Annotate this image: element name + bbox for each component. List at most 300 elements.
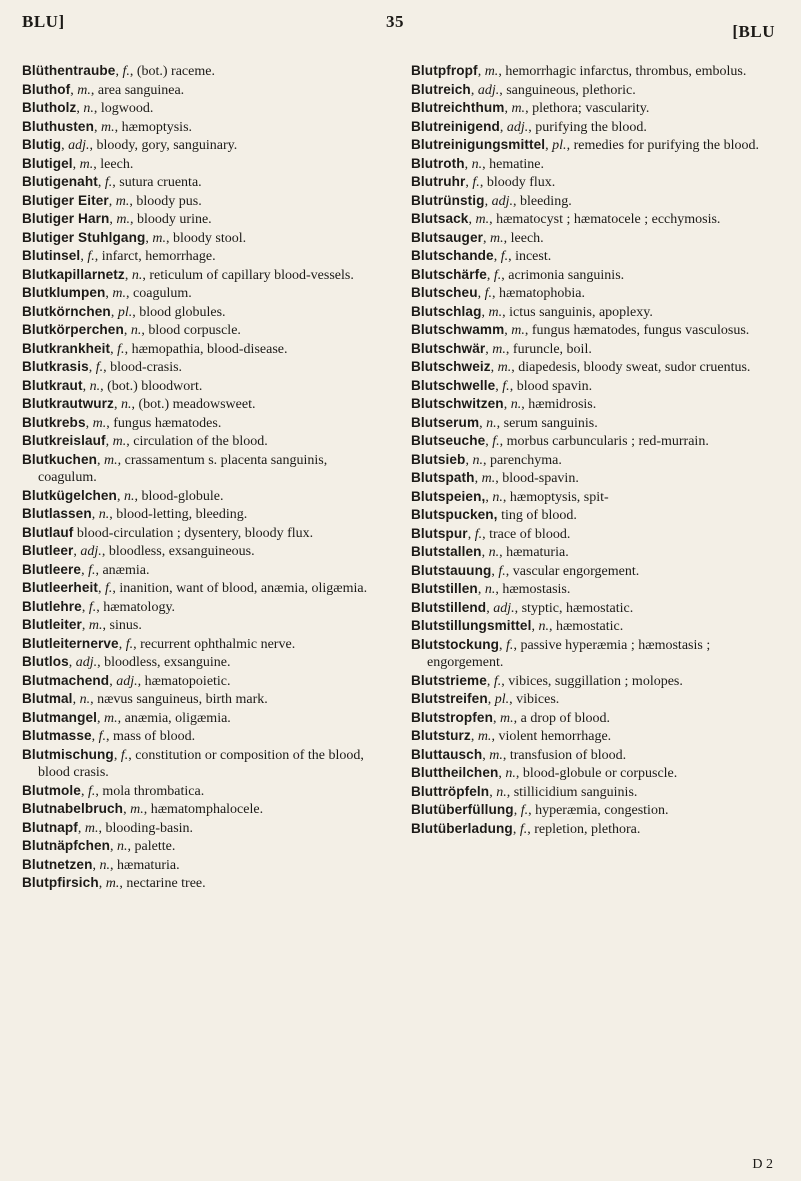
- dictionary-entry: Blutkrasis, f., blood-crasis.: [22, 359, 183, 375]
- entry-part-of-speech: m.: [130, 802, 144, 817]
- entry-headword: Blutkörperchen: [22, 322, 124, 337]
- dictionary-entry: Blutschwär, m., furuncle, boil.: [411, 340, 592, 357]
- entry-headword: Blutleiter: [22, 617, 82, 632]
- dictionary-entry: [411, 506, 773, 525]
- entry-part-of-speech: n.: [486, 415, 497, 431]
- entry-gloss: blood spavin.: [516, 378, 593, 394]
- entry-gloss: mass of blood.: [113, 729, 196, 744]
- entry-part-of-speech: f.: [520, 803, 529, 818]
- entry-part-of-speech: m.: [79, 156, 94, 172]
- entry-part-of-speech: n.: [120, 397, 132, 412]
- dictionary-entry: Blutstrieme, f., vibices, suggillation ; molopes.: [411, 672, 683, 689]
- dictionary-entry: Blutpfirsich, m., nectarine tree.: [22, 875, 206, 891]
- entry-gloss: blood corpuscle.: [148, 323, 241, 338]
- entry-part-of-speech: f.: [492, 434, 500, 449]
- entry-part-of-speech: n.: [538, 619, 549, 634]
- entry-gloss: blood globules.: [139, 304, 226, 320]
- dictionary-entry: Blutkuchen, m., crassamentum s. placenta sanguinis, coagulum.: [22, 451, 328, 485]
- entry-gloss: inanition, want of blood, anæmia, oligæmia.: [119, 581, 368, 596]
- entry-part-of-speech: m.: [104, 710, 118, 726]
- entry-headword: Blutpfirsich: [22, 875, 99, 890]
- dictionary-entry: Blutüberfüllung, f., hyperæmia, congestion.: [411, 802, 669, 818]
- dictionary-entry: Bluthof, m., area sanguinea.: [22, 81, 185, 98]
- entry-part-of-speech: adj.: [493, 600, 515, 616]
- dictionary-entry: Blutpfropf, m., hemorrhagic infarctus, thrombus, embolus.: [411, 63, 747, 79]
- entry-gloss: blood-spavin.: [502, 471, 579, 486]
- entry-gloss: anæmia.: [102, 562, 150, 578]
- dictionary-entry: Blutreichthum, m., plethora; vascularity.: [411, 100, 650, 116]
- entry-gloss: passive hyperæmia ; hæmostasis ; engorgement.: [427, 637, 711, 670]
- signature-mark: D 2: [752, 1157, 773, 1172]
- entry-gloss: remedies for purifying the blood.: [573, 138, 760, 153]
- entry-headword: Blutkörnchen: [22, 303, 111, 319]
- entry-headword: Blutkraut: [22, 377, 83, 393]
- entry-gloss: transfusion of blood.: [509, 747, 627, 763]
- entry-part-of-speech: n.: [472, 452, 483, 468]
- dictionary-entry: Bluttausch, m., transfusion of blood.: [411, 746, 627, 763]
- entry-gloss: coagulum.: [133, 286, 192, 301]
- entry-part-of-speech: f.: [506, 637, 514, 653]
- entry-gloss: blood-circulation ; dysentery, bloody flux.: [76, 525, 314, 541]
- dictionary-entry: Blutiger Eiter, m., bloody pus.: [22, 192, 202, 209]
- entry-part-of-speech: m.: [112, 286, 127, 301]
- entry-headword: Blutstillen: [411, 581, 478, 596]
- entry-gloss: furuncle, boil.: [512, 341, 592, 357]
- entry-part-of-speech: adj.: [80, 544, 102, 559]
- entry-headword: Blutstrieme: [411, 672, 487, 688]
- entry-part-of-speech: f.: [493, 267, 502, 283]
- entry-part-of-speech: n.: [99, 857, 110, 873]
- entry-gloss: anæmia, oligæmia.: [124, 710, 231, 726]
- dictionary-entry: Blutkörperchen, n., blood corpuscle.: [22, 322, 241, 338]
- entry-headword: Blutspath: [411, 470, 475, 485]
- entry-headword: Blutstropfen: [411, 709, 493, 725]
- entry-part-of-speech: m.: [116, 212, 131, 227]
- entry-headword: Blutstillungsmittel: [411, 618, 532, 633]
- entry-part-of-speech: n.: [484, 582, 496, 597]
- entry-headword: Blutklumpen: [22, 285, 106, 300]
- entry-gloss: bloody pus.: [136, 193, 202, 209]
- entry-headword: Blutschande: [411, 248, 494, 263]
- entry-headword: Blutspucken,: [411, 507, 498, 522]
- entry-part-of-speech: m.: [115, 193, 130, 209]
- entry-part-of-speech: n.: [131, 267, 143, 283]
- dictionary-entry: Blutkraut, n., (bot.) bloodwort.: [22, 377, 203, 394]
- entry-headword: Blutstillend: [411, 599, 487, 615]
- entry-headword: Blutspeien,: [411, 488, 486, 504]
- entry-gloss: (bot.) meadowsweet.: [138, 397, 256, 412]
- entry-part-of-speech: n.: [89, 378, 101, 394]
- dictionary-entry: Blutmischung, f., constitution or composition of the blood, blood crasis.: [22, 746, 364, 780]
- dictionary-entry: [22, 524, 386, 543]
- entry-headword: Blutsack: [411, 211, 469, 226]
- dictionary-entry: Blutnapf, m., blooding-basin.: [22, 819, 194, 836]
- entry-headword: Blutlehre: [22, 598, 82, 614]
- dictionary-entry: Blutruhr, f., bloody flux.: [411, 174, 556, 190]
- entry-gloss: crassamentum s. placenta sanguinis, coagulum.: [38, 452, 328, 485]
- dictionary-entry: Blutschwelle, f., blood spavin.: [411, 377, 593, 394]
- entry-gloss: hæmidrosis.: [528, 397, 597, 412]
- dictionary-entry: Blutstallen, n., hæmaturia.: [411, 544, 569, 560]
- entry-part-of-speech: m.: [500, 710, 514, 726]
- entry-part-of-speech: f.: [122, 64, 130, 79]
- entry-gloss: area sanguinea.: [97, 82, 185, 98]
- entry-part-of-speech: m.: [100, 119, 115, 135]
- entry-part-of-speech: adj.: [491, 193, 513, 209]
- dictionary-entry: Blutrünstig, adj., bleeding.: [411, 192, 572, 209]
- entry-gloss: stillicidium sanguinis.: [513, 784, 638, 800]
- dictionary-entry: Blutstropfen, m., a drop of blood.: [411, 709, 611, 726]
- entry-part-of-speech: m.: [84, 820, 99, 836]
- entry-gloss: blood-crasis.: [110, 360, 183, 375]
- dictionary-entry: Blutkapillarnetz, n., reticulum of capillary blood-vessels.: [22, 266, 354, 283]
- entry-headword: Blutscheu: [411, 285, 478, 300]
- dictionary-entry: Blutlassen, n., blood-letting, bleeding.: [22, 506, 248, 522]
- entry-headword: Blutspur: [411, 525, 468, 541]
- entry-gloss: vascular engorgement.: [512, 563, 640, 579]
- entry-gloss: trace of blood.: [489, 526, 571, 542]
- entry-part-of-speech: m.: [497, 360, 512, 375]
- dictionary-entry: Blutmole, f., mola thrombatica.: [22, 782, 205, 799]
- entry-gloss: hæmoptysis, spit-: [509, 489, 609, 505]
- dictionary-entry: Blutroth, n., hematine.: [411, 155, 544, 172]
- dictionary-entry: Blutstreifen, pl., vibices.: [411, 691, 560, 707]
- running-head-left: BLU]: [22, 12, 65, 31]
- entry-part-of-speech: m.: [88, 618, 103, 633]
- dictionary-entry: Blutscheu, f., hæmatophobia.: [411, 285, 585, 301]
- entry-gloss: bleeding.: [519, 193, 572, 209]
- entry-headword: Blüthentraube: [22, 63, 116, 78]
- entry-gloss: bloodless, exsanguine.: [104, 655, 231, 670]
- dictionary-entry: Blutkrautwurz, n., (bot.) meadowsweet.: [22, 396, 256, 412]
- dictionary-entry: Blutmachend, adj., hæmatopoietic.: [22, 672, 231, 689]
- entry-part-of-speech: m.: [477, 729, 492, 744]
- entry-part-of-speech: f.: [117, 341, 125, 357]
- entry-part-of-speech: m.: [77, 82, 91, 98]
- entry-part-of-speech: m.: [104, 452, 118, 468]
- entry-part-of-speech: m.: [152, 230, 167, 246]
- dictionary-entry: Blutkügelchen, n., blood-globule.: [22, 487, 224, 504]
- entry-gloss: nævus sanguineus, birth mark.: [97, 692, 268, 707]
- entry-part-of-speech: f.: [472, 175, 480, 190]
- entry-gloss: hæmatopoietic.: [144, 673, 231, 689]
- entry-part-of-speech: n.: [505, 766, 516, 781]
- dictionary-entry: Blutstockung, f., passive hyperæmia ; hæmostasis ; engorgement.: [411, 636, 711, 670]
- dictionary-entry: Blutstillend, adj., styptic, hæmostatic.: [411, 599, 634, 616]
- entry-part-of-speech: f.: [88, 599, 97, 615]
- dictionary-entry: Blutspur, f., trace of blood.: [411, 525, 571, 542]
- entry-headword: Blutsieb: [411, 451, 466, 467]
- entry-part-of-speech: pl.: [494, 692, 510, 707]
- dictionary-entry: Blutreinigungsmittel, pl., remedies for purifying the blood.: [411, 137, 760, 153]
- entry-headword: Blutiger Eiter: [22, 192, 109, 208]
- entry-headword: Blutrünstig: [411, 192, 485, 208]
- dictionary-entry: Blutkrankheit, f., hæmopathia, blood-disease.: [22, 340, 288, 357]
- entry-gloss: (bot.) bloodwort.: [107, 378, 203, 394]
- dictionary-entry: Blutkörnchen, pl., blood globules.: [22, 303, 226, 320]
- entry-gloss: leech.: [100, 156, 134, 172]
- entry-headword: Blutschwitzen: [411, 396, 504, 411]
- entry-headword: Blutserum: [411, 414, 480, 430]
- entry-part-of-speech: f.: [104, 581, 113, 596]
- entry-headword: Blutreich: [411, 81, 471, 97]
- entry-part-of-speech: m.: [92, 415, 107, 431]
- entry-headword: Blutnäpfchen: [22, 838, 111, 853]
- entry-headword: Bluttheilchen: [411, 765, 499, 780]
- entry-headword: Blutüberfüllung: [411, 802, 514, 817]
- entry-part-of-speech: m.: [511, 101, 526, 116]
- dictionary-entry: Blutigenaht, f., sutura cruenta.: [22, 174, 202, 190]
- dictionary-entry: Blutigel, m., leech.: [22, 155, 134, 172]
- entry-headword: Blutkapillarnetz: [22, 266, 125, 282]
- entry-gloss: palette.: [134, 839, 176, 854]
- dictionary-entry: Blutkrebs, m., fungus hæmatodes.: [22, 414, 222, 431]
- entry-headword: Blutruhr: [411, 174, 466, 189]
- dictionary-entry: Blutüberladung, f., repletion, plethora.: [411, 820, 641, 837]
- entry-gloss: fungus hæmatodes.: [113, 415, 222, 431]
- entry-part-of-speech: n.: [510, 397, 522, 412]
- entry-headword: Blutstockung: [411, 636, 500, 652]
- right-column: [411, 62, 773, 838]
- entry-gloss: hæmostatic.: [555, 619, 624, 634]
- entry-gloss: bloody stool.: [173, 230, 247, 246]
- entry-part-of-speech: n.: [496, 784, 507, 800]
- entry-headword: Blutkrankheit: [22, 340, 111, 356]
- entry-gloss: blood-globule or corpuscle.: [522, 766, 678, 781]
- dictionary-entry: Blutiger Harn, m., bloody urine.: [22, 211, 212, 227]
- dictionary-entry: Blutreich, adj., sanguineous, plethoric.: [411, 81, 636, 98]
- entry-headword: Blutinsel: [22, 248, 81, 263]
- entry-headword: Blutreinigend: [411, 118, 500, 134]
- entry-headword: Blutschweiz: [411, 359, 491, 374]
- entry-headword: Blutmachend: [22, 672, 110, 688]
- entry-part-of-speech: f.: [98, 729, 107, 744]
- dictionary-entry: Blutnabelbruch, m., hæmatomphalocele.: [22, 801, 264, 817]
- dictionary-entry: Blutig, adj., bloody, gory, sanguinary.: [22, 137, 238, 153]
- entry-gloss: hæmopathia, blood-disease.: [131, 341, 288, 357]
- entry-gloss: hæmatophobia.: [499, 286, 585, 301]
- dictionary-entry: Blutnetzen, n., hæmaturia.: [22, 856, 180, 873]
- dictionary-entry: Blutmal, n., nævus sanguineus, birth mark.: [22, 691, 268, 707]
- entry-gloss: ting of blood.: [501, 508, 577, 523]
- entry-part-of-speech: m.: [484, 64, 499, 79]
- entry-gloss: plethora; vascularity.: [532, 101, 650, 116]
- dictionary-entry: Blutreinigend, adj., purifying the blood.: [411, 118, 647, 135]
- dictionary-entry: Blutseuche, f., morbus carbuncularis ; red-murrain.: [411, 433, 709, 449]
- entry-part-of-speech: m.: [481, 471, 496, 486]
- entry-headword: Blutschwelle: [411, 377, 496, 393]
- entry-gloss: hyperæmia, congestion.: [535, 803, 669, 818]
- entry-headword: Blutiger Harn: [22, 211, 110, 226]
- entry-gloss: sutura cruenta.: [119, 175, 202, 190]
- dictionary-entry: Blutsieb, n., parenchyma.: [411, 451, 562, 468]
- entry-headword: Blutroth: [411, 155, 465, 171]
- entry-part-of-speech: f.: [87, 249, 95, 264]
- entry-gloss: morbus carbuncularis ; red-murrain.: [506, 434, 709, 449]
- entry-gloss: bloody flux.: [486, 175, 556, 190]
- entry-gloss: hæmatomphalocele.: [150, 802, 264, 817]
- entry-headword: Blutreichthum: [411, 100, 505, 115]
- entry-headword: Blutig: [22, 137, 62, 152]
- entry-gloss: violent hemorrhage.: [498, 729, 612, 744]
- dictionary-entry: Blutschlag, m., ictus sanguinis, apoplexy.: [411, 303, 653, 320]
- dictionary-entry: Blutschwamm, m., fungus hæmatodes, fungus vasculosus.: [411, 322, 750, 338]
- entry-headword: Blutlos: [22, 654, 69, 669]
- dictionary-entry: Blutsack, m., hæmatocyst ; hæmatocele ; ecchymosis.: [411, 211, 721, 227]
- dictionary-entry: Blutserum, n., serum sanguinis.: [411, 414, 598, 431]
- entry-gloss: hæmaturia.: [506, 545, 569, 560]
- left-column: [22, 62, 386, 893]
- entry-part-of-speech: f.: [88, 562, 96, 578]
- entry-headword: Blutnapf: [22, 819, 78, 835]
- entry-gloss: serum sanguinis.: [503, 415, 598, 431]
- dictionary-entry: Blutschande, f., incest.: [411, 248, 552, 264]
- dictionary-entry: Blutlos, adj., bloodless, exsanguine.: [22, 654, 231, 670]
- entry-part-of-speech: adj.: [506, 119, 529, 135]
- dictionary-entry: Blutspeien,, n., hæmoptysis, spit-: [411, 488, 609, 505]
- entry-part-of-speech: pl.: [552, 138, 567, 153]
- entry-gloss: bloody, gory, sanguinary.: [96, 138, 238, 153]
- entry-part-of-speech: f.: [104, 175, 113, 190]
- entry-part-of-speech: f.: [500, 249, 509, 264]
- entry-gloss: sanguineous, plethoric.: [506, 82, 636, 98]
- entry-headword: Blutkrebs: [22, 414, 86, 430]
- entry-headword: Blutschärfe: [411, 266, 487, 282]
- dictionary-entry: Blutsauger, m., leech.: [411, 229, 544, 246]
- dictionary-entry: Blutnäpfchen, n., palette.: [22, 838, 176, 854]
- entry-headword: Blutigel: [22, 155, 73, 171]
- entry-headword: Blutholz: [22, 100, 77, 115]
- entry-headword: Blutstallen: [411, 544, 482, 559]
- entry-headword: Blutschwär: [411, 340, 486, 356]
- entry-part-of-speech: n.: [123, 488, 135, 504]
- entry-part-of-speech: m.: [112, 434, 127, 449]
- entry-gloss: hæmatology.: [103, 599, 176, 615]
- entry-part-of-speech: n.: [83, 101, 94, 116]
- entry-headword: Blutkrasis: [22, 359, 89, 374]
- entry-part-of-speech: f.: [474, 526, 483, 542]
- entry-gloss: infarct, hemorrhage.: [101, 249, 216, 264]
- dictionary-entry: Blüthentraube, f., (bot.) raceme.: [22, 63, 215, 79]
- entry-gloss: reticulum of capillary blood-vessels.: [149, 267, 354, 283]
- entry-part-of-speech: adj.: [68, 138, 90, 153]
- dictionary-entry: Blutschärfe, f., acrimonia sanguinis.: [411, 266, 625, 283]
- entry-headword: Blutigenaht: [22, 174, 98, 189]
- dictionary-entry: Blutleiternerve, f., recurrent ophthalmic nerve.: [22, 635, 296, 652]
- entry-part-of-speech: m.: [489, 747, 503, 763]
- dictionary-entry: Bluttröpfeln, n., stillicidium sanguinis.: [411, 783, 638, 800]
- entry-part-of-speech: m.: [490, 230, 504, 246]
- entry-gloss: sinus.: [109, 618, 142, 633]
- dictionary-entry: Blutlehre, f., hæmatology.: [22, 598, 176, 615]
- entry-gloss: diapedesis, bloody sweat, sudor cruentus.: [518, 360, 751, 375]
- entry-gloss: parenchyma.: [489, 452, 562, 468]
- entry-headword: Blutschlag: [411, 303, 482, 319]
- entry-gloss: constitution or composition of the blood, blood crasis.: [38, 747, 364, 780]
- entry-headword: Blutreinigungsmittel: [411, 137, 546, 152]
- page-number: 35: [386, 12, 404, 31]
- dictionary-entry: Blutspath, m., blood-spavin.: [411, 470, 579, 486]
- entry-headword: Blutpfropf: [411, 63, 478, 78]
- entry-gloss: bloodless, exsanguineous.: [108, 544, 255, 559]
- entry-gloss: logwood.: [100, 101, 154, 116]
- entry-headword: Blutsauger: [411, 229, 484, 245]
- running-head-right: [BLU: [732, 22, 775, 41]
- entry-headword: Blutlauf: [22, 524, 74, 540]
- entry-headword: Blutnabelbruch: [22, 801, 124, 816]
- entry-gloss: hæmaturia.: [116, 857, 180, 873]
- entry-gloss: purifying the blood.: [535, 119, 647, 135]
- entry-gloss: repletion, plethora.: [534, 821, 641, 837]
- entry-part-of-speech: f.: [87, 783, 96, 799]
- entry-part-of-speech: f.: [125, 636, 134, 652]
- dictionary-entry: Blutinsel, f., infarct, hemorrhage.: [22, 248, 216, 264]
- dictionary-entry: Blutschweiz, m., diapedesis, bloody sweat, sudor cruentus.: [411, 359, 751, 375]
- dictionary-entry: Blutstauung, f., vascular engorgement.: [411, 562, 640, 579]
- dictionary-entry: Blutleer, adj., bloodless, exsanguineous.: [22, 543, 255, 559]
- entry-part-of-speech: n.: [488, 545, 500, 560]
- entry-part-of-speech: f.: [120, 747, 129, 763]
- dictionary-entry: Blutsturz, m., violent hemorrhage.: [411, 728, 612, 744]
- entry-gloss: circulation of the blood.: [133, 434, 268, 449]
- dictionary-entry: Blutleere, f., anæmia.: [22, 561, 150, 578]
- dictionary-entry: Blutstillungsmittel, n., hæmostatic.: [411, 618, 624, 634]
- entry-gloss: hæmoptysis.: [121, 119, 193, 135]
- entry-headword: Blutsturz: [411, 728, 471, 743]
- entry-headword: Blutkrautwurz: [22, 396, 114, 411]
- entry-part-of-speech: pl.: [117, 304, 133, 320]
- entry-gloss: hemorrhagic infarctus, thrombus, embolus.: [505, 64, 747, 79]
- entry-part-of-speech: n.: [117, 839, 128, 854]
- dictionary-entry: Blutkreislauf, m., circulation of the blood.: [22, 433, 268, 449]
- dictionary-entry: Blutleerheit, f., inanition, want of blood, anæmia, oligæmia.: [22, 580, 368, 596]
- entry-headword: Blutstauung: [411, 562, 492, 578]
- entry-headword: Blutmasse: [22, 728, 92, 743]
- dictionary-entry: Blutmasse, f., mass of blood.: [22, 728, 196, 744]
- entry-gloss: styptic, hæmostatic.: [521, 600, 634, 616]
- entry-gloss: hematine.: [489, 156, 544, 172]
- entry-headword: Blutseuche: [411, 433, 486, 448]
- dictionary-entry: Bluthusten, m., hæmoptysis.: [22, 118, 193, 135]
- entry-part-of-speech: f.: [519, 821, 528, 837]
- entry-part-of-speech: n.: [98, 507, 110, 522]
- entry-part-of-speech: n.: [492, 489, 503, 505]
- entry-part-of-speech: f.: [502, 378, 510, 394]
- entry-gloss: a drop of blood.: [520, 710, 611, 726]
- entry-headword: Blutmole: [22, 782, 81, 798]
- entry-part-of-speech: adj.: [477, 82, 500, 98]
- entry-part-of-speech: f.: [498, 563, 506, 579]
- entry-headword: Bluthusten: [22, 118, 94, 134]
- entry-headword: Blutüberladung: [411, 820, 513, 836]
- entry-gloss: vibices.: [516, 692, 560, 707]
- entry-headword: Blutlassen: [22, 506, 92, 521]
- entry-gloss: hæmostasis.: [502, 582, 571, 597]
- entry-headword: Blutleer: [22, 543, 74, 558]
- entry-part-of-speech: adj.: [75, 655, 98, 670]
- entry-headword: Blutleiternerve: [22, 635, 119, 651]
- entry-headword: Blutnetzen: [22, 856, 93, 872]
- dictionary-entry: Blutstillen, n., hæmostasis.: [411, 581, 571, 597]
- entry-gloss: (bot.) raceme.: [136, 64, 215, 79]
- entry-gloss: recurrent ophthalmic nerve.: [140, 636, 296, 652]
- entry-headword: Bluttausch: [411, 746, 483, 762]
- entry-headword: Blutstreifen: [411, 691, 488, 706]
- entry-gloss: ictus sanguinis, apoplexy.: [509, 304, 653, 320]
- entry-part-of-speech: m.: [105, 876, 120, 891]
- entry-headword: Blutleere: [22, 561, 82, 577]
- entry-part-of-speech: n.: [79, 692, 91, 707]
